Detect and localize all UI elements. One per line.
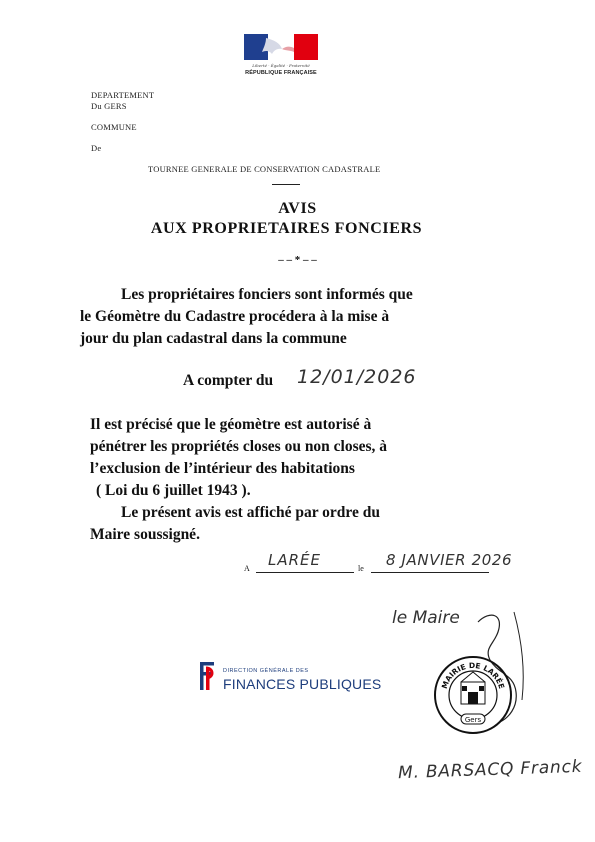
date-prefix: le — [358, 564, 364, 573]
dgfip-logo — [196, 660, 386, 694]
date-underline — [371, 572, 489, 573]
header-rule — [272, 184, 300, 185]
commune-value: De — [91, 143, 102, 153]
commune-label: COMMUNE — [91, 122, 137, 132]
para1-line3: jour du plan cadastral dans la commune — [80, 330, 347, 347]
republic-name: RÉPUBLIQUE FRANÇAISE — [245, 70, 317, 76]
place-value: LARÉE — [268, 551, 321, 569]
dgfip-line2: FINANCES PUBLIQUES — [223, 676, 382, 692]
para3-line1: Le présent avis est affiché par ordre du — [121, 504, 381, 521]
place-underline — [256, 572, 354, 573]
stamp-dept: Gers — [464, 716, 482, 724]
para1-line2: le Géomètre du Cadastre procédera à la mise à — [80, 308, 390, 325]
marianne-flag-icon — [244, 34, 318, 60]
mayor-title: le Maire — [392, 608, 460, 628]
tour-title: TOURNEE GENERALE DE CONSERVATION CADASTRALE — [148, 164, 381, 174]
department-value: Du GERS — [91, 101, 127, 111]
title-separator: – – * – – — [278, 254, 317, 266]
mairie-stamp — [432, 654, 514, 736]
stamp-text: MAIRIE DE LARÉE — [439, 660, 507, 690]
dgfip-mark-icon — [196, 660, 216, 692]
signatory-name: M. BARSACQ Franck — [397, 756, 583, 784]
para2-line1: Il est précisé que le géomètre est autorisé à — [90, 416, 372, 433]
date-value: 12/01/2026 — [297, 366, 417, 388]
notice-title: AVIS — [278, 200, 317, 217]
signature-date: 8 JANVIER 2026 — [386, 551, 513, 569]
date-label: A compter du — [183, 372, 274, 389]
para2-line4: ( Loi du 6 juillet 1943 ). — [96, 482, 251, 499]
department-label: DEPARTEMENT — [91, 90, 155, 100]
para3-line2: Maire soussigné. — [90, 526, 200, 543]
marianne-logo — [244, 34, 318, 80]
dgfip-line1: DIRECTION GÉNÉRALE DES — [223, 668, 309, 674]
notice-subtitle: AUX PROPRIETAIRES FONCIERS — [150, 220, 423, 237]
place-prefix: A — [244, 564, 250, 573]
para2-line2: pénétrer les propriétés closes ou non closes, à — [90, 438, 388, 455]
para2-line3: l’exclusion de l’intérieur des habitations — [90, 460, 355, 477]
para1-line1: Les propriétaires fonciers sont informés que — [121, 286, 413, 303]
republic-motto: Liberté · Égalité · Fraternité — [252, 63, 310, 68]
